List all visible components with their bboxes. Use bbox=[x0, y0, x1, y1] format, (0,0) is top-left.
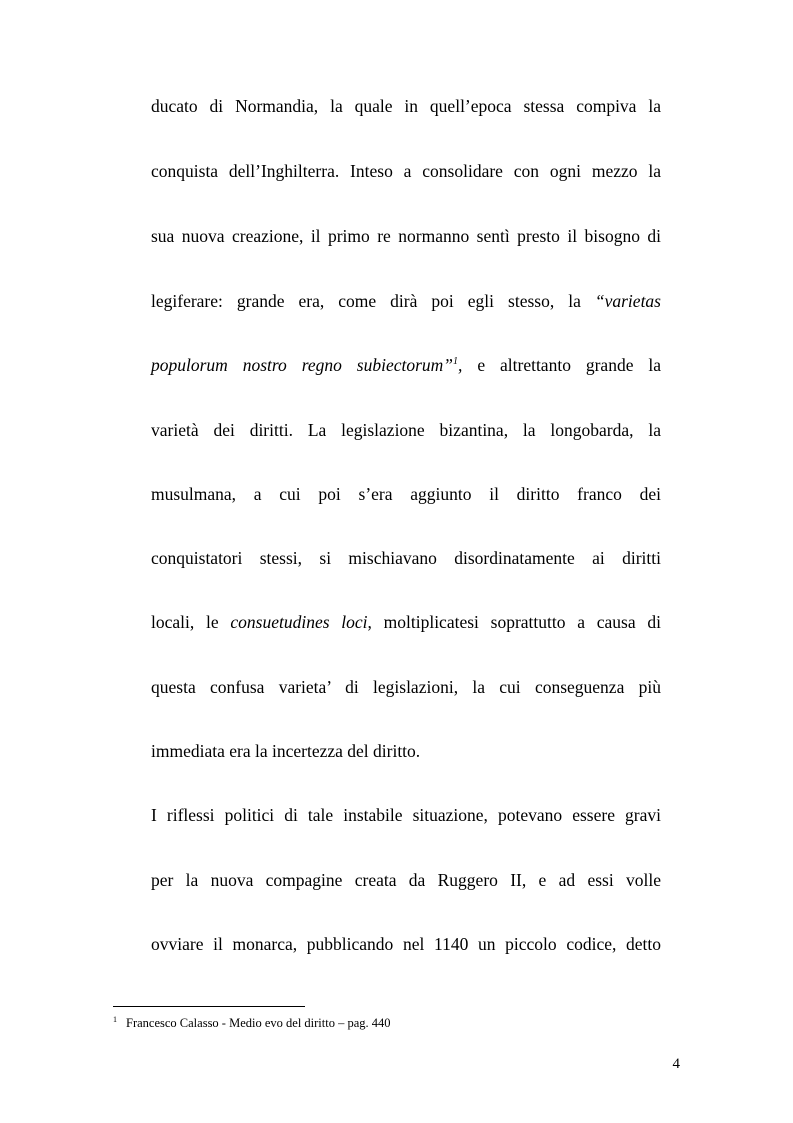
body-line-10 bbox=[151, 675, 661, 699]
text-run: per la nuova compagine creata da Ruggero II, e ad essi volle bbox=[151, 870, 661, 890]
text-run: immediata era la incertezza del diritto. bbox=[151, 741, 421, 761]
text-run: legiferare: grande era, come dirà poi egli stesso, la bbox=[151, 291, 581, 311]
text-run: ducato di Normandia, la quale in quell’epoca stessa compiva la bbox=[151, 96, 661, 116]
footnote-marker: 1 bbox=[113, 1015, 117, 1024]
text-run: conquistatori stessi, si mischiavano disordinatamente ai diritti bbox=[151, 548, 661, 568]
body-line-13 bbox=[151, 868, 661, 892]
text-run: ovviare il monarca, pubblicando nel 1140 un piccolo codice, detto bbox=[151, 934, 661, 954]
text-run: musulmana, a cui poi s’era aggiunto il diritto franco dei bbox=[151, 484, 661, 504]
italic-term: consuetudines loci bbox=[230, 612, 368, 632]
footnote-separator bbox=[113, 1006, 305, 1007]
body-line-5 bbox=[151, 353, 661, 377]
body-line-3 bbox=[151, 224, 661, 248]
page-number: 4 bbox=[672, 1056, 680, 1072]
body-line-1 bbox=[151, 94, 661, 118]
text-run: I riflessi politici di tale instabile situazione, potevano essere gravi bbox=[151, 805, 661, 825]
body-line-12 bbox=[151, 803, 661, 827]
body-line-14 bbox=[151, 932, 661, 956]
body-line-2 bbox=[151, 159, 661, 183]
italic-quote: “varietas bbox=[594, 291, 661, 311]
text-run: sua nuova creazione, il primo re normanno sentì presto il bisogno di bbox=[151, 226, 661, 246]
body-line-8 bbox=[151, 546, 661, 570]
footnote-reference: 1 bbox=[453, 356, 459, 367]
text-run: e altrettanto grande la bbox=[477, 355, 661, 375]
text-run: , bbox=[458, 355, 463, 375]
body-line-11 bbox=[151, 739, 661, 763]
body-line-9 bbox=[151, 610, 661, 634]
body-line-6 bbox=[151, 418, 661, 442]
text-run: conquista dell’Inghilterra. Inteso a consolidare con ogni mezzo la bbox=[151, 161, 661, 181]
text-run: locali, le bbox=[151, 612, 219, 632]
footnote bbox=[113, 1013, 391, 1033]
footnote-text: Francesco Calasso - Medio evo del diritto – pag. 440 bbox=[126, 1016, 391, 1030]
body-line-7 bbox=[151, 482, 661, 506]
italic-quote: populorum nostro regno subiectorum” bbox=[151, 355, 454, 375]
body-line-4 bbox=[151, 289, 661, 313]
text-run: , moltiplicatesi soprattutto a causa di bbox=[367, 612, 661, 632]
text-run: varietà dei diritti. La legislazione bizantina, la longobarda, la bbox=[151, 420, 661, 440]
text-run: questa confusa varieta’ di legislazioni, la cui conseguenza più bbox=[151, 677, 661, 697]
